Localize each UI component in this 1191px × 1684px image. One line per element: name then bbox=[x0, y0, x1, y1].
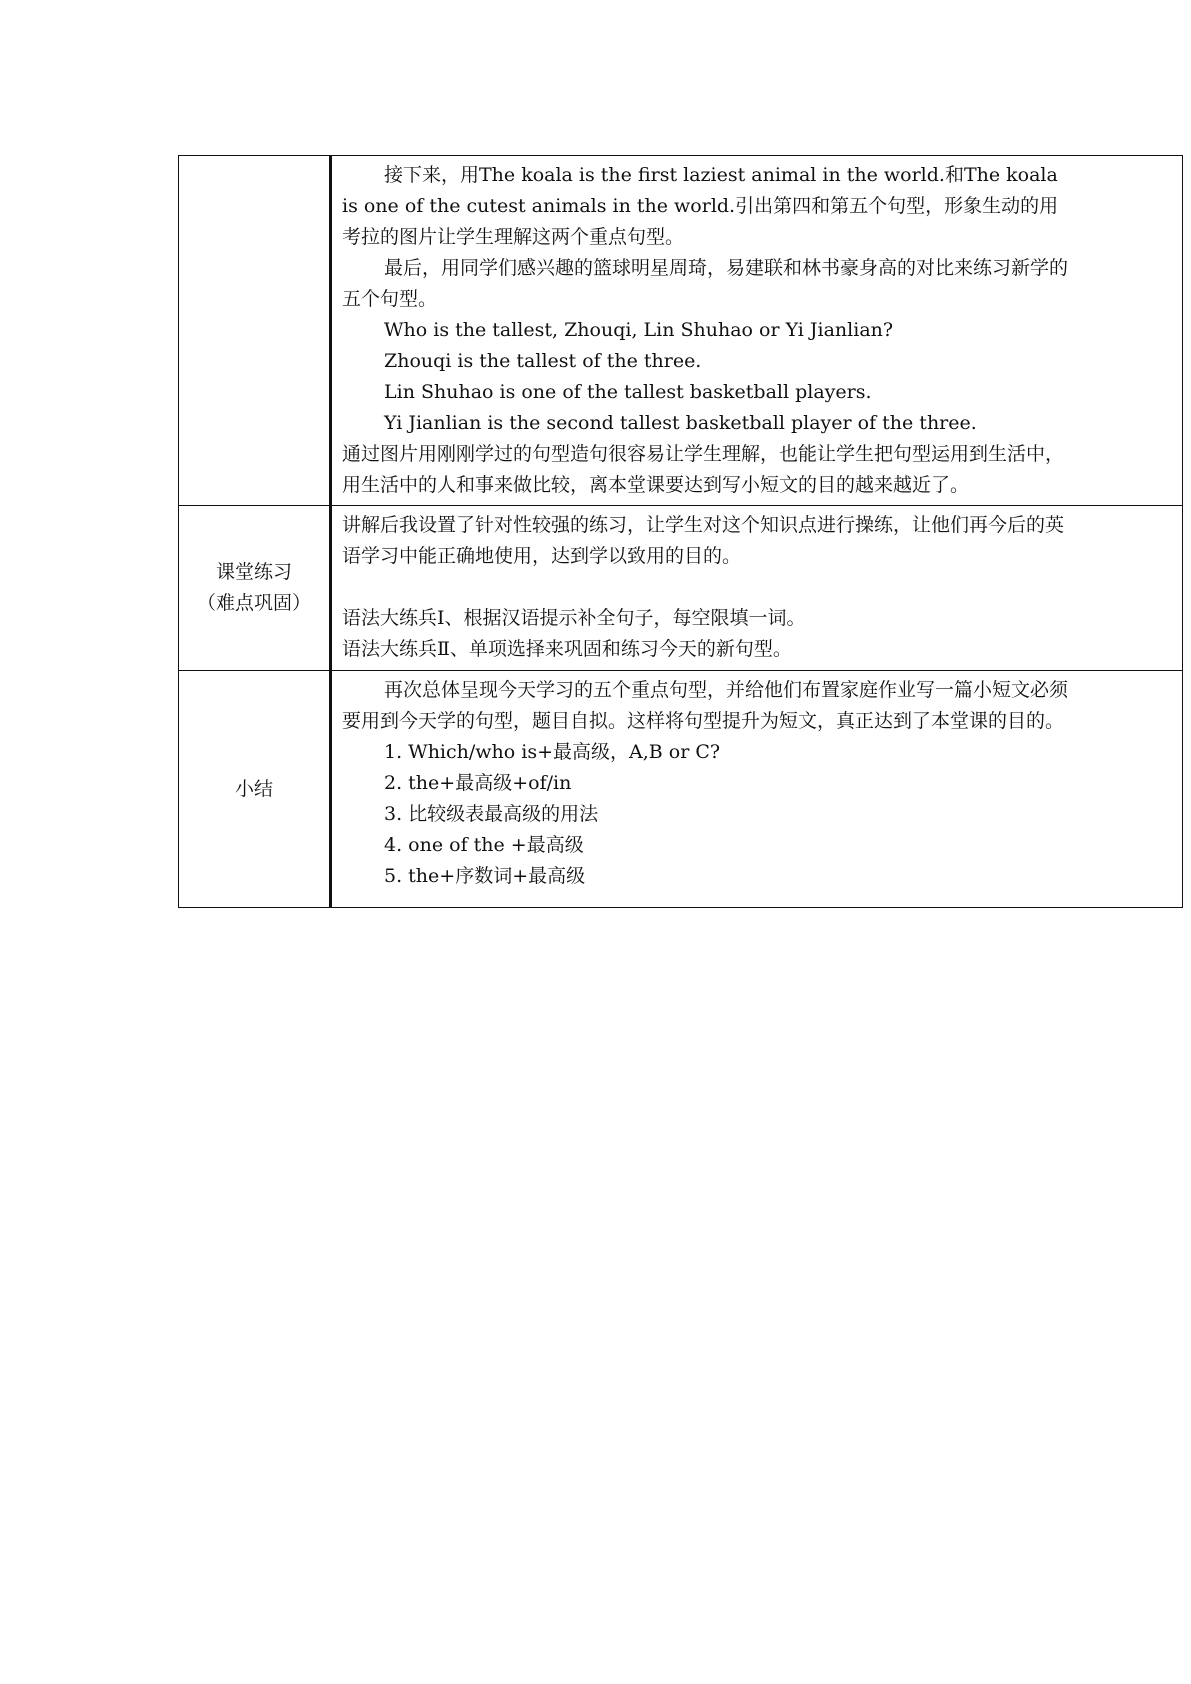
label-line: （难点巩固） bbox=[196, 592, 311, 614]
paragraph-line: 考拉的图片让学生理解这两个重点句型。 bbox=[342, 226, 685, 248]
paragraph-line: 再次总体呈现今天学习的五个重点句型，并给他们布置家庭作业写一篇小短文必须 bbox=[384, 679, 1069, 701]
exercise-line: 语法大练兵Ⅰ、根据汉语提示补全句子，每空限填一词。 bbox=[342, 607, 806, 629]
list-item: 3. 比较级表最高级的用法 bbox=[384, 803, 599, 825]
row-content-summary bbox=[331, 671, 1183, 908]
row-content-sentence-patterns bbox=[331, 156, 1183, 506]
lesson-plan-table bbox=[178, 155, 1183, 908]
example-sentence: Yi Jianlian is the second tallest basketball player of the three. bbox=[384, 412, 977, 434]
row-label-summary: 小结 bbox=[179, 671, 331, 908]
label-line: 课堂练习 bbox=[215, 561, 292, 583]
list-item: 5. the+序数词+最高级 bbox=[384, 865, 586, 887]
exercise-line: 语法大练兵Ⅱ、单项选择来巩固和练习今天的新句型。 bbox=[342, 638, 792, 660]
list-item: 4. one of the +最高级 bbox=[384, 834, 584, 856]
list-item: 2. the+最高级+of/in bbox=[384, 772, 572, 794]
paragraph-line: 最后，用同学们感兴趣的篮球明星周琦，易建联和林书豪身高的对比来练习新学的 bbox=[384, 257, 1069, 279]
row-label-classroom-practice bbox=[179, 506, 331, 671]
list-item: 1. Which/who is+最高级，A,B or C? bbox=[384, 741, 721, 763]
table-row bbox=[179, 671, 1183, 908]
paragraph-line: 接下来，用The koala is the first laziest animal in the world.和The koala bbox=[384, 164, 1058, 186]
row-label-empty bbox=[179, 156, 331, 506]
paragraph-line: 通过图片用刚刚学过的句型造句很容易让学生理解，也能让学生把句型运用到生活中， bbox=[342, 443, 1065, 465]
paragraph-line: 语学习中能正确地使用，达到学以致用的目的。 bbox=[342, 545, 742, 567]
paragraph-line: 要用到今天学的句型，题目自拟。这样将句型提升为短文，真正达到了本堂课的目的。 bbox=[342, 710, 1065, 732]
blank-line bbox=[342, 572, 1182, 603]
paragraph-line: 讲解后我设置了针对性较强的练习，让学生对这个知识点进行操练，让他们再今后的英 bbox=[342, 514, 1065, 536]
table-row bbox=[179, 156, 1183, 506]
paragraph-line: 五个句型。 bbox=[342, 288, 438, 310]
example-sentence: Who is the tallest, Zhouqi, Lin Shuhao or Yi Jianlian? bbox=[384, 319, 894, 341]
example-sentence: Zhouqi is the tallest of the three. bbox=[384, 350, 702, 372]
row-content-practice bbox=[331, 506, 1183, 671]
paragraph-line: 用生活中的人和事来做比较，离本堂课要达到写小短文的目的越来越近了。 bbox=[342, 474, 970, 496]
example-sentence: Lin Shuhao is one of the tallest basketball players. bbox=[384, 381, 872, 403]
table-row bbox=[179, 506, 1183, 671]
paragraph-line: is one of the cutest animals in the world.引出第四和第五个句型，形象生动的用 bbox=[342, 195, 1059, 217]
